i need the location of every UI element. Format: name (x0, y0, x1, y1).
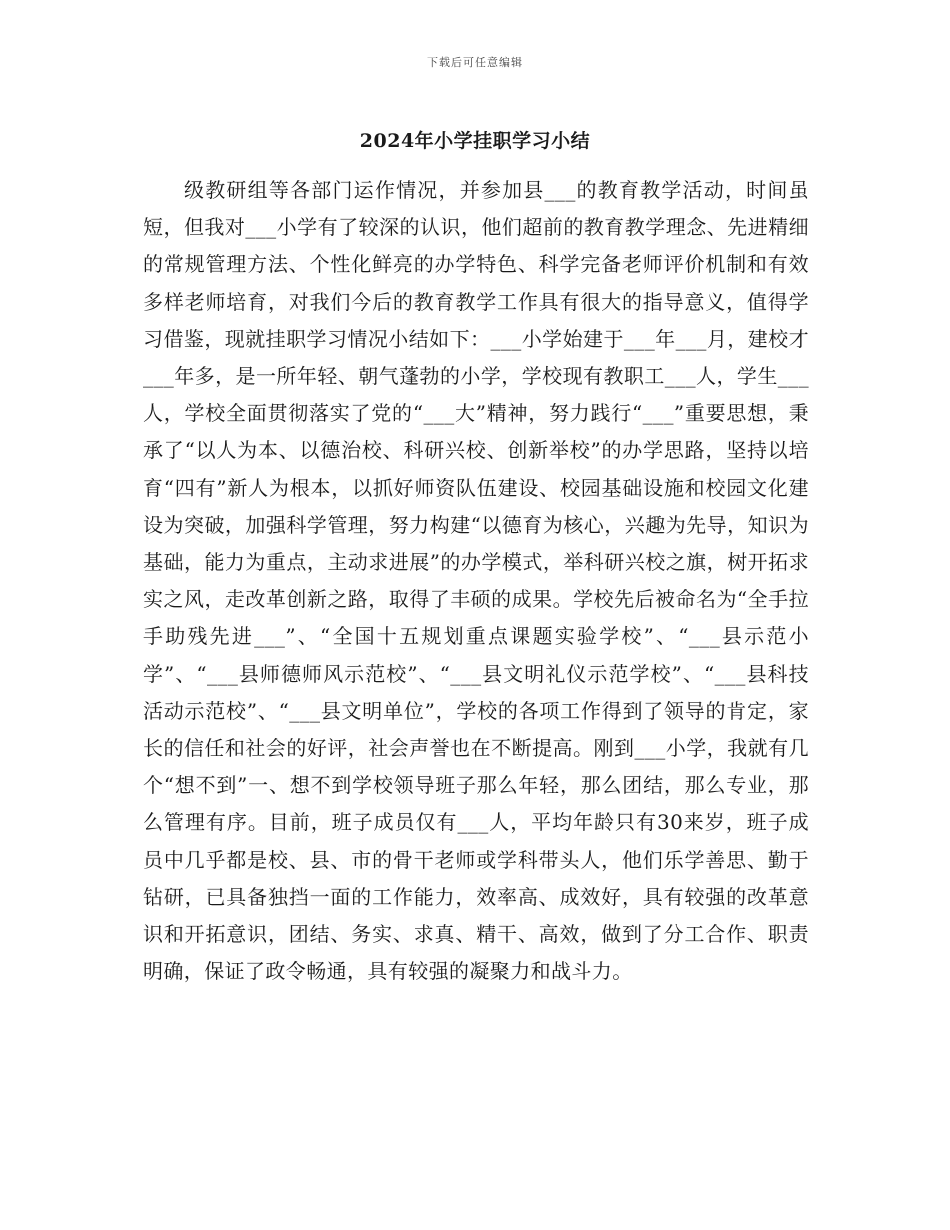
document-title: 2024年小学挂职学习小结 (359, 130, 591, 152)
header-note: 下载后可任意编辑 (427, 56, 523, 69)
body-paragraph: 级教研组等各部门运作情况，并参加县___的教育教学活动，时间虽短，但我对___小学有了较深的认识，他们超前的教育教学理念、先进精细的常规管理方法、个性化鲜亮的办学特色、科学完备老师评价机制和有效多样老师培育，对我们今后的教育教学工作具有很大的指导意义，值得学习借鉴，现就挂职学习情况小结如下：___小学始建于___年___月，建校才___年多，是一所年轻、朝气蓬勃的小学，学校现有教职工___人，学生___人，学校全面贯彻落实了党的“___大”精神，努力践行“___”重要思想，秉承了“以人为本、以德治校、科研兴校、创新举校”的办学思路，坚持以培育“四有”新人为根本，以抓好师资队伍建设、校园基础设施和校园文化建设为突破，加强科学管理，努力构建“以德育为核心，兴趣为先导，知识为基础，能力为重点，主动求进展”的办学模式，举科研兴校之旗，树开拓求实之风，走改革创新之路，取得了丰硕的成果。学校先后被命名为“全手拉手助残先进___”、“全国十五规划重点课题实验学校”、“___县示范小学”、“___县师德师风示范校”、“___县文明礼仪示范学校”、“___县科技活动示范校”、“___县文明单位”，学校的各项工作得到了领导的肯定，家长的信任和社会的好评，社会声誉也在不断提高。刚到___小学，我就有几个“想不到”一、想不到学校领导班子那么年轻，那么团结，那么专业，那么管理有序。目前，班子成员仅有___人，平均年龄只有30来岁，班子成员中几乎都是校、县、市的骨干老师或学科带头人，他们乐学善思、勤于钻研，已具备独挡一面的工作能力，效率高、成效好，具有较强的改革意识和开拓意识，团结、务实、求真、精干、高效，做到了分工合作、职责明确，保证了政令畅通，具有较强的凝聚力和战斗力。 (143, 178, 809, 984)
